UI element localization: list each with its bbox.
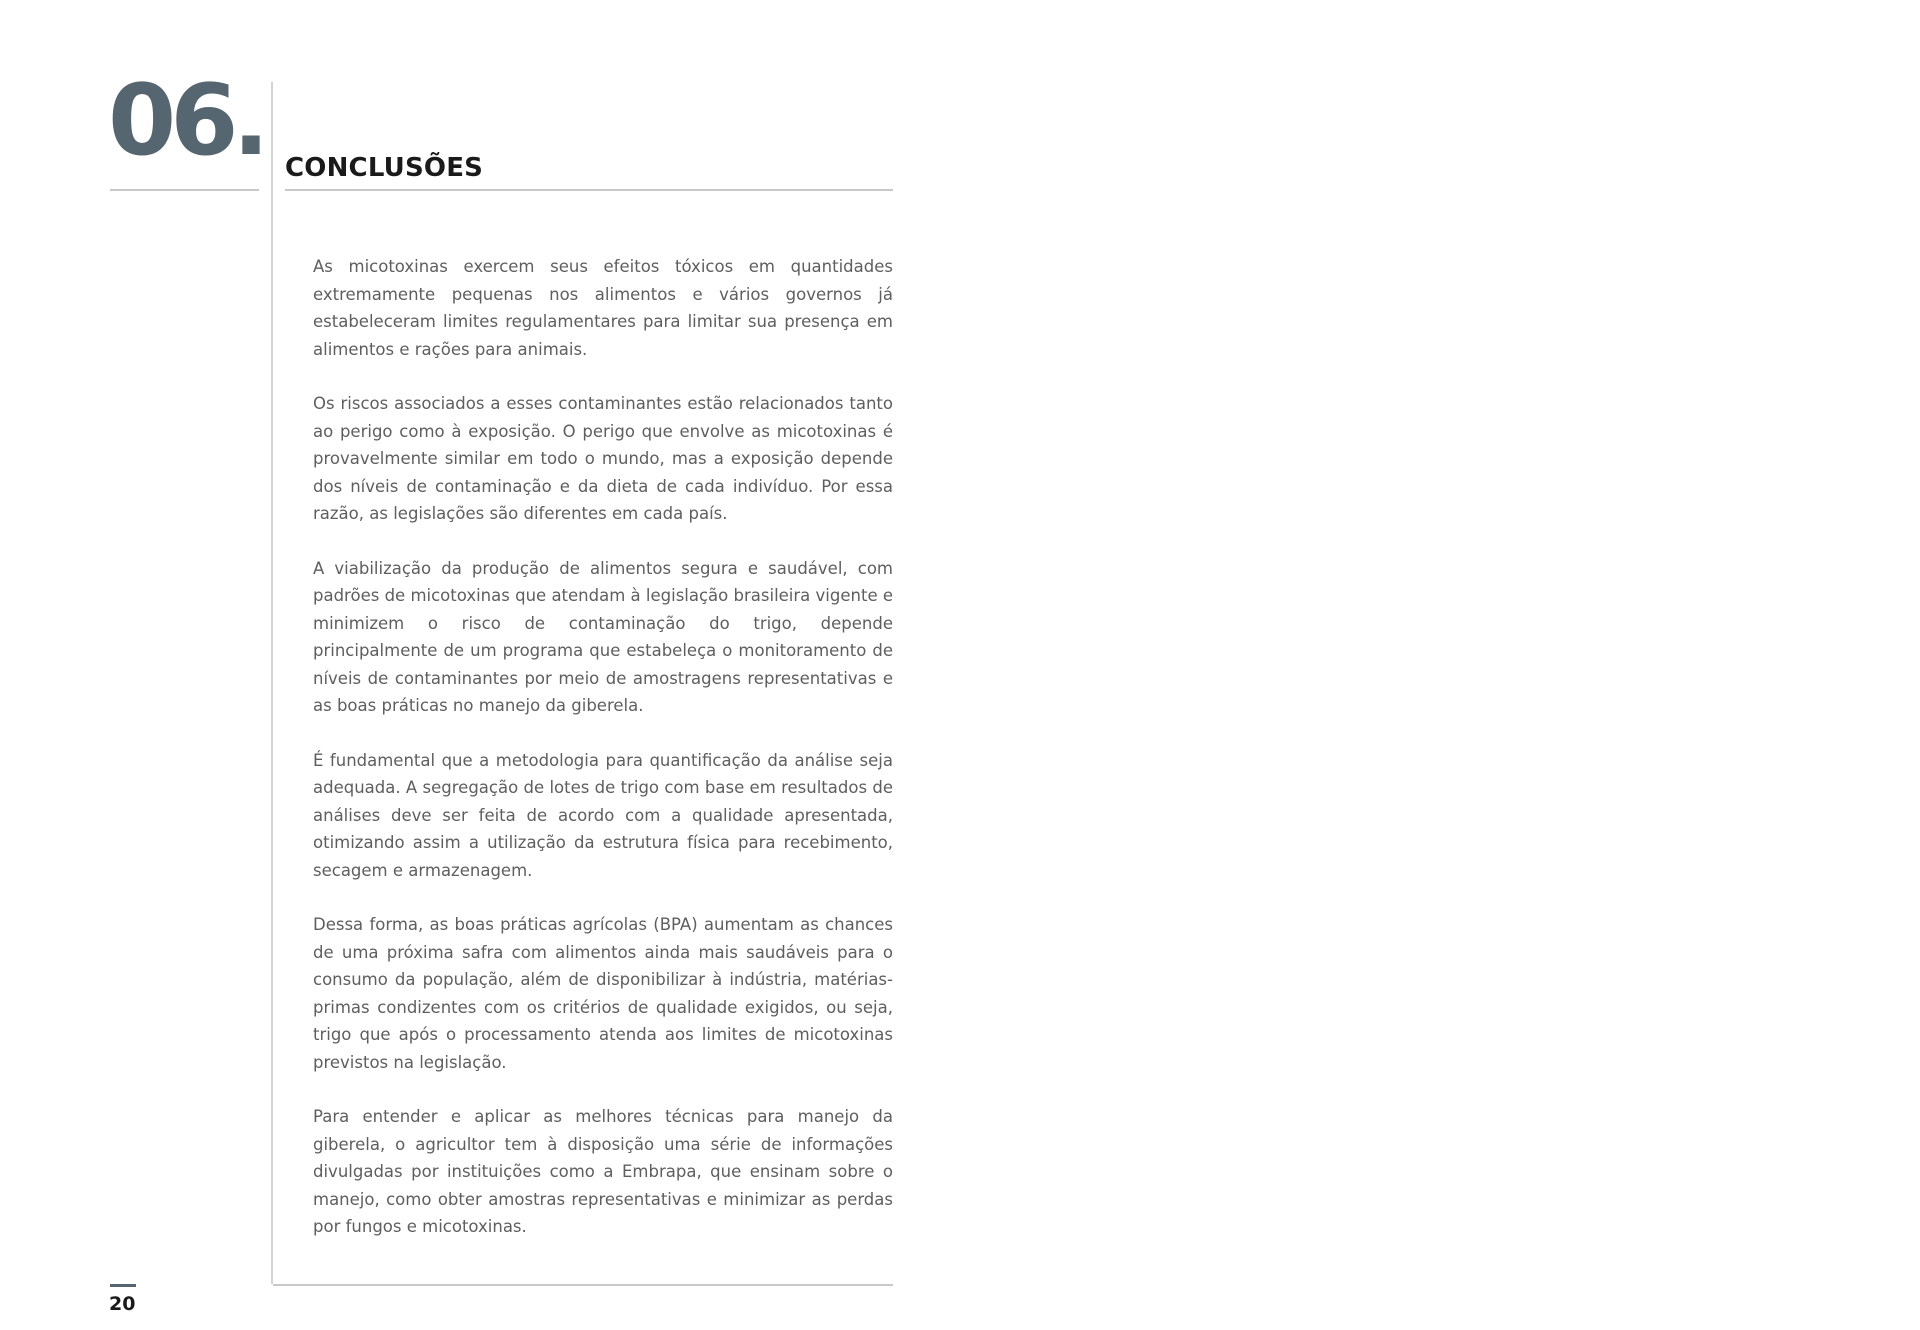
section-title-underline [285,189,893,191]
section-number: 06. [108,64,264,178]
paragraph-2: Os riscos associados a esses contaminantes estão relacionados tanto ao perigo como à exposição. O perigo que envolve as micotoxinas é provavelmente similar em todo o mundo, mas a exposição depende dos níveis de contaminação e da dieta de cada indivíduo. Por essa razão, as legislações são diferentes em cada país. [313,394,893,523]
paragraph-3: A viabilização da produção de alimentos segura e saudável, com padrões de micotoxinas que atendam à legislação brasileira vigente e minimizem o risco de contaminação do trigo, depende principalmente de um programa que estabeleça o monitoramento de níveis de contaminantes por meio de amostragens representativas e as boas práticas no manejo da giberela. [313,558,893,715]
paragraph-1: As micotoxinas exercem seus efeitos tóxicos em quantidades extremamente pequenas nos alimentos e vários governos já estabeleceram limites regulamentares para limitar sua presença em alimentos e rações para animais. [313,257,893,359]
section-title: CONCLUSÕES [285,153,484,184]
page-number-marker [110,1284,136,1287]
page-number: 20 [109,1293,136,1315]
paragraph-6: Para entender e aplicar as melhores técnicas para manejo da giberela, o agricultor tem à disposição uma série de informações divulgadas por instituições como a Embrapa, que ensinam sobre o manejo, como obter amostras representativas e minimizar as perdas por fungos e micotoxinas. [313,1107,893,1236]
paragraph-5: Dessa forma, as boas práticas agrícolas (BPA) aumentam as chances de uma próxima safra com alimentos ainda mais saudáveis para o consumo da população, além de disponibilizar à indústria, matérias-primas condizentes com os critérios de qualidade exigidos, ou seja, trigo que após o processamento atenda aos limites de micotoxinas previstos na legislação. [313,915,893,1072]
paragraph-4: É fundamental que a metodologia para quantificação da análise seja adequada. A segregação de lotes de trigo com base em resultados de análises deve ser feita de acordo com a qualidade apresentada, otimizando assim a utilização da estrutura física para recebimento, secagem e armazenagem. [313,750,893,880]
section-number-underline [110,189,259,191]
vertical-divider [271,82,273,1284]
conclusions-body [313,253,893,1268]
footer-rule [273,1284,893,1286]
